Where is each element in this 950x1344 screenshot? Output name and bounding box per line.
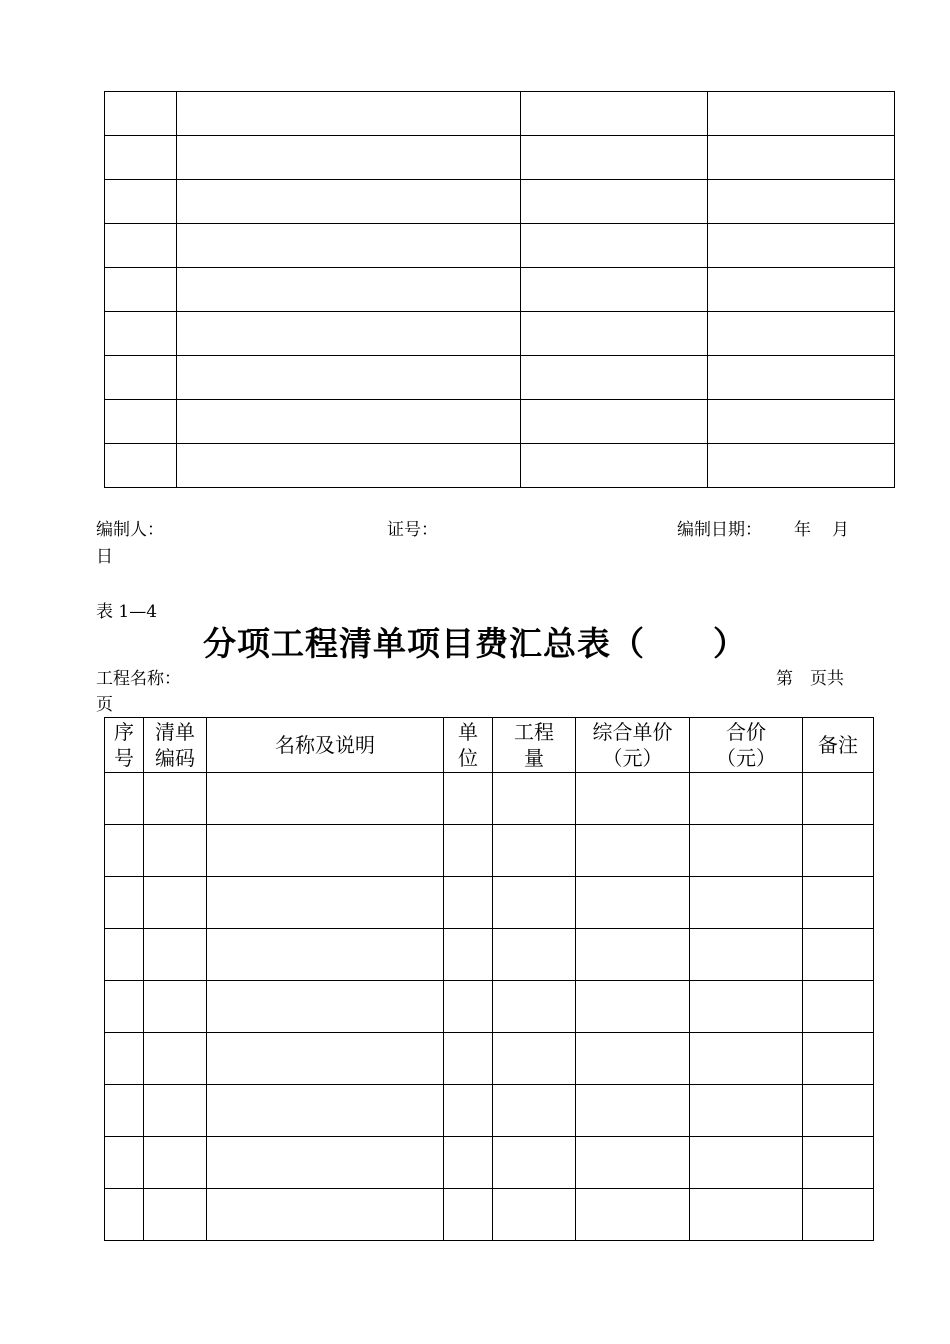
table-cell[interactable]: [576, 773, 690, 825]
table-cell[interactable]: [576, 825, 690, 877]
table-cell[interactable]: [144, 1085, 207, 1137]
table-cell[interactable]: [105, 268, 177, 312]
table-cell[interactable]: [521, 224, 708, 268]
table-row: [105, 773, 874, 825]
table-number: 表 1—4: [96, 602, 158, 622]
table-cell[interactable]: [207, 1033, 444, 1085]
table-cell[interactable]: [493, 877, 576, 929]
table-row: [105, 877, 874, 929]
table-cell[interactable]: [144, 825, 207, 877]
table-cell[interactable]: [708, 224, 895, 268]
table-cell[interactable]: [177, 444, 521, 488]
table-cell[interactable]: [177, 312, 521, 356]
table-cell[interactable]: [690, 1189, 803, 1241]
table-cell[interactable]: [105, 981, 144, 1033]
table-cell[interactable]: [444, 773, 493, 825]
table-cell[interactable]: [207, 929, 444, 981]
table-cell[interactable]: [144, 981, 207, 1033]
table-cell[interactable]: [690, 877, 803, 929]
table-cell[interactable]: [576, 981, 690, 1033]
table-cell[interactable]: [493, 1189, 576, 1241]
table-cell[interactable]: [803, 1189, 874, 1241]
col-header-index: 序 号: [105, 718, 144, 773]
table-cell[interactable]: [144, 929, 207, 981]
table-cell[interactable]: [803, 1085, 874, 1137]
table-cell[interactable]: [444, 877, 493, 929]
table-cell[interactable]: [105, 929, 144, 981]
table-cell[interactable]: [177, 356, 521, 400]
table-cell[interactable]: [521, 180, 708, 224]
table-cell[interactable]: [444, 1085, 493, 1137]
day-label: 日: [96, 547, 113, 567]
table-cell[interactable]: [708, 136, 895, 180]
table-cell[interactable]: [207, 981, 444, 1033]
table-cell[interactable]: [144, 1137, 207, 1189]
table-cell[interactable]: [690, 825, 803, 877]
table-row: [105, 268, 895, 312]
table-cell[interactable]: [493, 1085, 576, 1137]
table-cell[interactable]: [105, 92, 177, 136]
col-header-name: 名称及说明: [207, 718, 444, 773]
table-cell[interactable]: [521, 136, 708, 180]
table-cell[interactable]: [803, 825, 874, 877]
table-cell[interactable]: [207, 825, 444, 877]
table-cell[interactable]: [105, 877, 144, 929]
table-cell[interactable]: [177, 400, 521, 444]
preparer-label: 编制人：: [96, 520, 164, 540]
prepare-date-label: 编制日期：: [677, 520, 762, 540]
table-cell[interactable]: [708, 444, 895, 488]
table-cell[interactable]: [144, 1033, 207, 1085]
col-header-code: 清单 编码: [144, 718, 207, 773]
table-cell[interactable]: [144, 1189, 207, 1241]
table-cell[interactable]: [105, 825, 144, 877]
table-cell[interactable]: [708, 356, 895, 400]
top-continuation-table: [104, 91, 895, 488]
table-row: [105, 400, 895, 444]
table-row: [105, 444, 895, 488]
table-cell[interactable]: [521, 356, 708, 400]
table-row: [105, 981, 874, 1033]
table-cell[interactable]: [207, 1085, 444, 1137]
table-cell[interactable]: [690, 1085, 803, 1137]
table-cell[interactable]: [708, 180, 895, 224]
table-row: [105, 1033, 874, 1085]
summary-table: [104, 717, 874, 1241]
table-cell[interactable]: [444, 929, 493, 981]
table-cell[interactable]: [105, 136, 177, 180]
table-row: [105, 180, 895, 224]
page-count-label-cont: 页: [96, 695, 113, 715]
table-cell[interactable]: [105, 773, 144, 825]
table-row: [105, 1137, 874, 1189]
table-cell[interactable]: [105, 400, 177, 444]
table-cell[interactable]: [105, 1137, 144, 1189]
table-cell[interactable]: [690, 1137, 803, 1189]
table-cell[interactable]: [803, 877, 874, 929]
table-cell[interactable]: [493, 929, 576, 981]
table-cell[interactable]: [521, 444, 708, 488]
table-cell[interactable]: [803, 1137, 874, 1189]
table-row: [105, 312, 895, 356]
table-cell[interactable]: [708, 400, 895, 444]
table-cell[interactable]: [207, 773, 444, 825]
table-cell[interactable]: [105, 1033, 144, 1085]
table-cell[interactable]: [493, 1137, 576, 1189]
table-cell[interactable]: [803, 773, 874, 825]
table-cell[interactable]: [521, 92, 708, 136]
table-row: [105, 1189, 874, 1241]
page-title: 分项工程清单项目费汇总表（ ）: [203, 624, 747, 663]
table-cell[interactable]: [576, 1137, 690, 1189]
table-cell[interactable]: [803, 929, 874, 981]
month-label: 月: [832, 520, 849, 540]
table-cell[interactable]: [708, 92, 895, 136]
table-row: [105, 825, 874, 877]
table-cell[interactable]: [105, 1085, 144, 1137]
table-cell[interactable]: [105, 444, 177, 488]
table-cell[interactable]: [576, 929, 690, 981]
table-cell[interactable]: [177, 180, 521, 224]
table-row: [105, 92, 895, 136]
table-cell[interactable]: [444, 825, 493, 877]
table-cell[interactable]: [708, 268, 895, 312]
table-cell[interactable]: [177, 224, 521, 268]
table-cell[interactable]: [576, 1189, 690, 1241]
table-cell[interactable]: [708, 312, 895, 356]
table-cell[interactable]: [521, 268, 708, 312]
table-cell[interactable]: [493, 825, 576, 877]
table-row: [105, 929, 874, 981]
table-row: [105, 136, 895, 180]
table-cell[interactable]: [803, 981, 874, 1033]
table-cell[interactable]: [690, 773, 803, 825]
table-cell[interactable]: [105, 356, 177, 400]
table-cell[interactable]: [576, 877, 690, 929]
project-name-label: 工程名称：: [96, 669, 181, 689]
table-header-row: [105, 718, 874, 773]
table-cell[interactable]: [177, 136, 521, 180]
table-cell[interactable]: [207, 1189, 444, 1241]
year-label: 年: [794, 520, 811, 540]
table-row: [105, 224, 895, 268]
table-cell[interactable]: [493, 773, 576, 825]
cert-number-label: 证号：: [387, 520, 438, 540]
table-cell[interactable]: [493, 1033, 576, 1085]
table-cell[interactable]: [444, 1033, 493, 1085]
table-cell[interactable]: [444, 1189, 493, 1241]
table-cell[interactable]: [207, 1137, 444, 1189]
col-header-unit-price: 综合单价 （元）: [576, 718, 690, 773]
table-cell[interactable]: [105, 224, 177, 268]
table-cell[interactable]: [207, 877, 444, 929]
col-header-total-price: 合价 （元）: [690, 718, 803, 773]
table-cell[interactable]: [493, 981, 576, 1033]
table-cell[interactable]: [144, 877, 207, 929]
table-cell[interactable]: [690, 981, 803, 1033]
table-cell[interactable]: [105, 312, 177, 356]
table-cell[interactable]: [690, 1033, 803, 1085]
table-cell[interactable]: [576, 1033, 690, 1085]
table-cell[interactable]: [177, 92, 521, 136]
table-row: [105, 356, 895, 400]
table-cell[interactable]: [144, 773, 207, 825]
table-cell[interactable]: [690, 929, 803, 981]
table-cell[interactable]: [521, 400, 708, 444]
table-row: [105, 1085, 874, 1137]
col-header-remarks: 备注: [803, 718, 874, 773]
table-cell[interactable]: [105, 180, 177, 224]
table-cell[interactable]: [444, 981, 493, 1033]
table-cell[interactable]: [576, 1085, 690, 1137]
col-header-unit: 单 位: [444, 718, 493, 773]
table-cell[interactable]: [444, 1137, 493, 1189]
table-cell[interactable]: [521, 312, 708, 356]
table-cell[interactable]: [803, 1033, 874, 1085]
col-header-quantity: 工程 量: [493, 718, 576, 773]
table-cell[interactable]: [177, 268, 521, 312]
table-cell[interactable]: [105, 1189, 144, 1241]
page-count-label: 第 页共: [776, 669, 844, 689]
